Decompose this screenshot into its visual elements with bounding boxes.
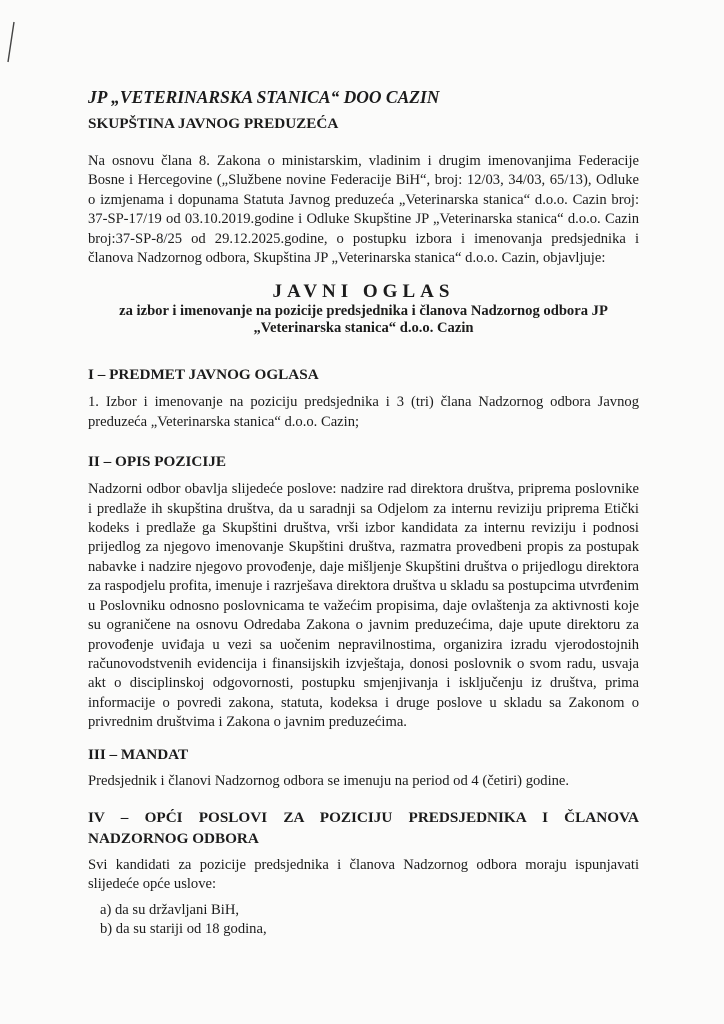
section-text: Nadzorni odbor obavlja slijedeće poslove: nadzire rad direktora društva, priprema poslovnike i predlaže ih skupština društva, da u saradnji sa Odjelom za internu reviziju priprema Etički kodeks i predlaže ga Skupštini društva, vrši izbor kandidata za internu reviziju i podnosi prijedlog za njegovo imenovanje Skupštini društva, razmatra provedbeni propis za postupak nabavke i nadzire njegovo provođenje, daje mišljenje Skupštini društva o prijedlogu direktora za raspodjelu profita, imenuje i razrješava direktora društva u skladu sa postupcima utvrđenim u Poslovniku odnosno poslovnicama te važećim propisima, daje ovlaštenja za aktivnosti koje su ograničene na osnovu Odredaba Zakona o javnim preduzećima, daje upute direktoru za provođenje uviđaja u vezi sa uočenim nepravilnostima, organizira izradu vjerodostojnih računovodstvenih evidencija i finansijskih izvještaja, donosi poslovnik o svom radu, usvaja akt o disciplinskoj odgovornosti, postupku smjenjivanja i isključenju iz društva, prima informacije o povredi zakona, statuta, kodeksa i druge poslove u skladu sa Zakonom o privrednim društvima i Zakona o javnim preduzećima. xyxy=(88,481,639,731)
section-3 xyxy=(88,745,639,791)
intro-paragraph: Na osnovu člana 8. Zakona o ministarskim, vladinim i drugim imenovanjima Federacije Bosne i Hercegovine („Službene novine Federacije BiH“, broj: 12/03, 34/03, 65/13), Odluke o izmjenama i dopunama Statuta Javnog preduzeća „Veterinarska stanica“ d.o.o. Cazin broj: 37-SP-17/19 od 03.10.2019.godine i Odluke Skupštine JP „Veterinarska stanica“ d.o.o. Cazin broj:37-SP-8/25 od 29.12.2025.godine, o postupku izbora i imenovanja predsjednika i članova Nadzornog odbora, Skupština JP „Veterinarska stanica“ d.o.o. Cazin, objavljuje: xyxy=(88,153,639,267)
section-heading: I – PREDMET JAVNOG OGLASA xyxy=(88,366,319,384)
section-text: Predsjednik i članovi Nadzornog odbora se imenuju na period od 4 (četiri) godine. xyxy=(88,772,570,789)
section-text: 1. Izbor i imenovanje na poziciju predsjednika i 3 (tri) člana Nadzornog odbora Javnog preduzeća „Veterinarska stanica“ d.o.o. Cazin; xyxy=(88,394,639,430)
section-heading: III – MANDAT xyxy=(88,745,189,763)
list-item: b) da su stariji od 18 godina, xyxy=(100,920,267,937)
list-item: a) da su državljani BiH, xyxy=(100,901,240,918)
assembly-title: SKUPŠTINA JAVNOG PREDUZEĆA xyxy=(88,115,339,132)
announcement-subtitle-1: za izbor i imenovanje na pozicije predsjednika i članova Nadzornog odbora JP xyxy=(119,303,608,320)
company-name: JP „VETERINARSKA STANICA“ DOO CAZIN xyxy=(88,87,440,107)
announcement-title: JAVNI OGLAS xyxy=(272,281,455,303)
section-1 xyxy=(88,365,639,432)
conditions-list xyxy=(88,901,639,939)
section-heading: IV – OPĆI POSLOVI ZA POZICIJU PREDSJEDNIKA I ČLANOVA NADZORNOG ODBORA xyxy=(88,808,639,847)
announcement-title-block xyxy=(88,280,639,337)
announcement-subtitle-2: „Veterinarska stanica“ d.o.o. Cazin xyxy=(253,320,474,337)
section-text: Svi kandidati za pozicije predsjednika i članova Nadzornog odbora moraju ispunjavati slijedeće opće uslove: xyxy=(88,856,639,893)
section-heading: II – OPIS POZICIJE xyxy=(88,453,226,471)
section-2 xyxy=(88,452,639,732)
section-4 xyxy=(88,807,639,939)
document-header xyxy=(88,86,639,134)
